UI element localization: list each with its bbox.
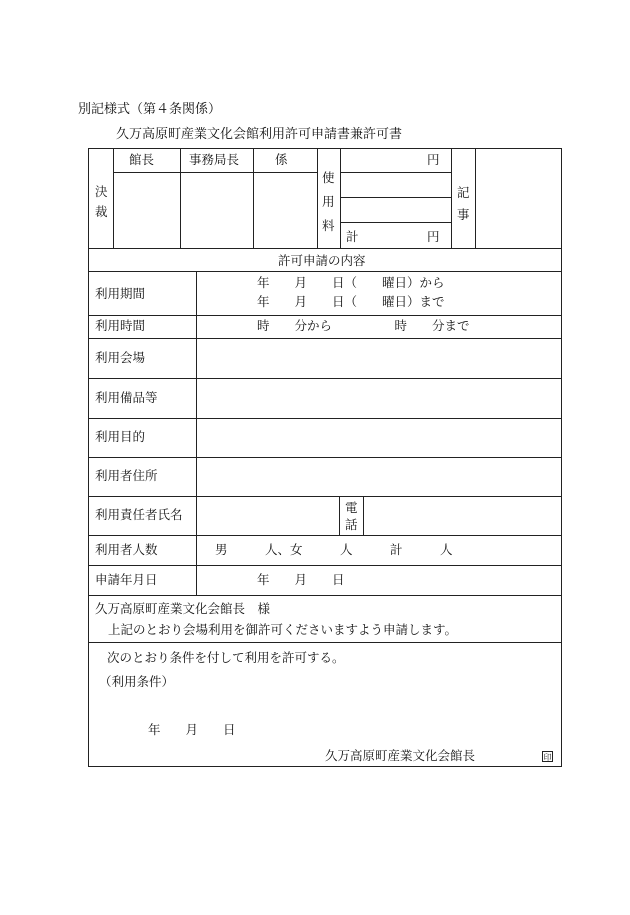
fee-total-label: 計 <box>346 229 359 244</box>
vline <box>363 496 364 535</box>
seal-icon: 印 <box>543 753 552 762</box>
hline <box>88 315 562 316</box>
hline <box>340 197 451 198</box>
vline <box>113 148 114 248</box>
fee-yen: 円 <box>427 152 440 167</box>
hline <box>88 642 562 643</box>
period-to: 年 月 日（ 曜日）まで <box>257 294 445 309</box>
count-label: 利用者人数 <box>95 542 158 557</box>
approver-clerk: 係 <box>275 152 288 167</box>
hline <box>88 535 562 536</box>
hline <box>88 496 562 497</box>
date-value: 年 月 日 <box>257 572 345 587</box>
hline <box>88 457 562 458</box>
date-label: 申請年月日 <box>95 572 158 587</box>
responsible-label: 利用責任者氏名 <box>95 507 183 522</box>
form-title: 久万高原町産業文化会館利用許可申請書兼許可書 <box>116 127 403 142</box>
application-statement: 上記のとおり会場利用を御許可くださいますよう申請します。 <box>108 622 458 637</box>
address-label: 利用者住所 <box>95 468 158 483</box>
hline <box>88 271 562 272</box>
period-from: 年 月 日（ 曜日）から <box>257 275 445 290</box>
vline <box>340 148 341 248</box>
vline <box>339 496 340 535</box>
hline <box>88 378 562 379</box>
time-label: 利用時間 <box>95 318 146 333</box>
venue-label: 利用会場 <box>95 350 146 365</box>
conditions-label: （利用条件） <box>99 674 175 689</box>
form-label: 別記様式（第４条関係） <box>78 102 222 117</box>
hline <box>88 338 562 339</box>
addressee: 久万高原町産業文化会館長 様 <box>95 601 271 616</box>
vline <box>253 148 254 248</box>
permission-statement: 次のとおり条件を付して利用を許可する。 <box>107 650 345 665</box>
hline <box>88 565 562 566</box>
vline <box>451 148 452 248</box>
hline <box>340 222 451 223</box>
purpose-label: 利用目的 <box>95 429 146 444</box>
vline <box>196 271 197 595</box>
approver-secretary-general: 事務局長 <box>189 152 240 167</box>
hline <box>113 172 317 173</box>
hline <box>88 418 562 419</box>
fee-label: 使 用 料 <box>322 170 335 233</box>
permission-date: 年 月 日 <box>148 722 236 737</box>
equipment-label: 利用備品等 <box>95 390 158 405</box>
vline <box>317 148 318 248</box>
kessai-label: 決 裁 <box>95 184 108 219</box>
hline <box>88 595 562 596</box>
hline <box>340 172 451 173</box>
vline <box>475 148 476 248</box>
count-value: 男 人、女 人 計 人 <box>215 542 453 557</box>
kiji-label: 記 事 <box>457 185 470 222</box>
issuer-name: 久万高原町産業文化会館長 <box>325 748 476 763</box>
hline <box>88 248 562 249</box>
approver-director: 館長 <box>129 152 155 167</box>
period-label: 利用期間 <box>95 286 146 301</box>
section-title: 許可申請の内容 <box>278 253 366 268</box>
fee-total-yen: 円 <box>427 229 440 244</box>
time-value: 時 分から 時 分まで <box>257 318 470 333</box>
vline <box>180 148 181 248</box>
phone-label: 電 話 <box>345 500 358 532</box>
